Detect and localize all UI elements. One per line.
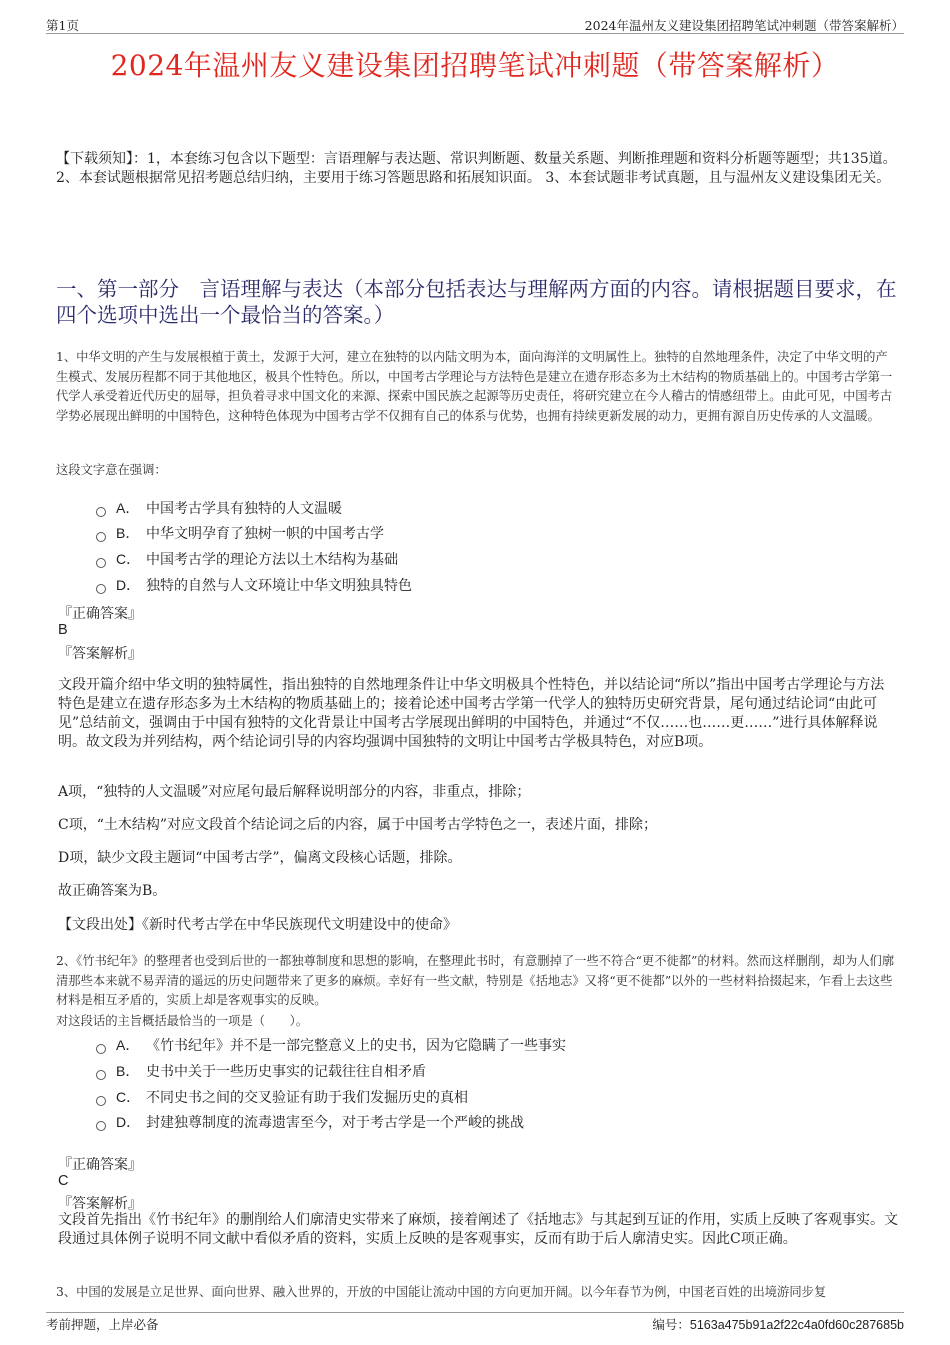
question-2-prompt: 对这段话的主旨概括最恰当的一项是（ ）。	[56, 1014, 309, 1028]
q1-answer-tag: 『正确答案』	[58, 606, 142, 622]
radio-icon[interactable]	[96, 507, 106, 517]
q1-analysis-tag: 『答案解析』	[58, 646, 142, 662]
q2-option-c[interactable]: C． 不同史书之间的交叉验证有助于我们发掘历史的真相	[96, 1087, 468, 1107]
q1-note-d: D项，缺少文段主题词“中国考古学”，偏离文段核心话题，排除。	[58, 850, 462, 866]
q1-source: 【文段出处】《新时代考古学在中华民族现代文明建设中的使命》	[58, 917, 457, 933]
radio-icon[interactable]	[96, 1096, 106, 1106]
q2-analysis: 文段首先指出《竹书纪年》的删削给人们廓清史实带来了麻烦，接着阐述了《括地志》与其起到互证的作用，实质上反映了客观事实。文段通过具体例子说明不同文献中看似矛盾的资料，实质上反映的是客观事实，反而有助于后人廓清史实。因此C项正确。	[58, 1212, 898, 1247]
radio-icon[interactable]	[96, 584, 106, 594]
q2-option-b[interactable]: B． 史书中关于一些历史事实的记载往往自相矛盾	[96, 1061, 426, 1081]
q2-answer-tag: 『正确答案』	[58, 1157, 142, 1173]
radio-icon[interactable]	[96, 1044, 106, 1054]
footer-divider	[46, 1312, 904, 1313]
download-notice: 【下载须知】：1，本套练习包含以下题型：言语理解与表达题、常识判断题、数量关系题、判断推理题和资料分析题等题型；共135道。 2、本套试题根据常见招考题总结归纳，主要用于练习答题思路和拓展知识面。 3、本套试题非考试真题，且与温州友义建设集团无关。	[56, 151, 897, 186]
radio-icon[interactable]	[96, 1070, 106, 1080]
footer-slogan: 考前押题，上岸必备	[46, 1317, 159, 1332]
code-label: 编号：	[652, 1317, 690, 1332]
page-header	[46, 14, 904, 34]
page-number: 第1页	[46, 18, 79, 33]
question-1-prompt: 这段文字意在强调：	[56, 463, 167, 477]
q1-option-c[interactable]: C． 中国考古学的理论方法以土木结构为基础	[96, 549, 398, 569]
radio-icon[interactable]	[96, 1121, 106, 1131]
question-1-stem: 1、中华文明的产生与发展根植于黄土，发源于大河，建立在独特的以内陆文明为本，面向海洋的文明属性上。独特的自然地理条件，决定了中华文明的产生模式、发展历程都不同于其他地区，极具个性特色。所以，中国考古学理论与方法特色是建立在遗存形态多为土木结构的物质基础上的。中国考古学第一代学人承受着近代历史的屈辱，担负着寻求中国文化的来源、探索中国民族之起源等历史责任，将研究建立在今人稽古的情感纽带上。由此可见，中国考古学势必展现出鲜明的中国特色，这种特色体现为中国考古学不仅拥有自己的体系与优势，也拥有持续更新发展的动力，更拥有源自历史传承的人文温暖。	[56, 350, 893, 423]
question-3-stem: 3、中国的发展是立足世界、面向世界、融入世界的，开放的中国能让流动中国的方向更加开阔。以今年春节为例，中国老百姓的出境游同步复	[56, 1285, 827, 1299]
q2-answer: C	[58, 1173, 69, 1189]
q1-analysis: 文段开篇介绍中华文明的独特属性，指出独特的自然地理条件让中华文明极具个性特色，并以结论词“所以”指出中国考古学理论与方法特色是建立在遗存形态多为土木结构的物质基础上的；接着论述中国考古学第一代学人的独特历史研究背景，尾句通过结论词“由此可见”总结前文，强调由于中国有独特的文化背景让中国考古学展现出鲜明的中国特色，并通过“不仅……也……更……”进行具体解释说明。故文段为并列结构，两个结论词引导的内容均强调中国独特的文明让中国考古学极具特色，对应B项。	[58, 677, 885, 750]
radio-icon[interactable]	[96, 558, 106, 568]
document-code	[652, 1315, 904, 1333]
document-title: 2024年温州友义建设集团招聘笔试冲刺题（带答案解析）	[110, 49, 840, 82]
radio-icon[interactable]	[96, 532, 106, 542]
q2-option-a[interactable]: A． 《竹书纪年》并不是一部完整意义上的史书，因为它隐瞒了一些事实	[96, 1035, 566, 1055]
q2-analysis-tag: 『答案解析』	[58, 1196, 142, 1212]
header-divider	[46, 33, 904, 34]
question-2-stem: 2、《竹书纪年》的整理者也受到后世的一都独尊制度和思想的影响，在整理此书时，有意删掉了一些不符合“更不徙都”的材料。然而这样删削，却为人们廓清那些本来就不易弄清的遥远的历史问题带来了更多的麻烦。幸好有一些文献，特别是《括地志》又将“更不徙都”以外的一些材料拾掇起来，乍看上去这些材料是相互矛盾的，实质上却是客观事实的反映。	[56, 954, 895, 1007]
q1-option-b[interactable]: B． 中华文明孕育了独树一帜的中国考古学	[96, 523, 384, 543]
q1-answer: B	[58, 622, 68, 638]
q1-option-a[interactable]: A． 中国考古学具有独特的人文温暖	[96, 498, 342, 518]
code-value: 5163a475b91a2f22c4a0fd60c287685b	[689, 1318, 904, 1332]
q1-conclusion: 故正确答案为B。	[58, 883, 167, 899]
q1-note-c: C项，“土木结构”对应文段首个结论词之后的内容，属于中国考古学特色之一，表述片面，排除；	[58, 817, 658, 833]
q1-note-a: A项，“独特的人文温暖”对应尾句最后解释说明部分的内容，非重点，排除；	[58, 784, 531, 800]
q1-option-d[interactable]: D． 独特的自然与人文环境让中华文明独具特色	[96, 575, 412, 595]
header-doc-title: 2024年温州友义建设集团招聘笔试冲刺题（带答案解析）	[584, 18, 904, 33]
section-heading: 一、第一部分 言语理解与表达（本部分包括表达与理解两方面的内容。请根据题目要求，在四个选项中选出一个最恰当的答案。）	[56, 277, 897, 327]
q2-option-d[interactable]: D． 封建独尊制度的流毒遗害至今，对于考古学是一个严峻的挑战	[96, 1112, 524, 1132]
